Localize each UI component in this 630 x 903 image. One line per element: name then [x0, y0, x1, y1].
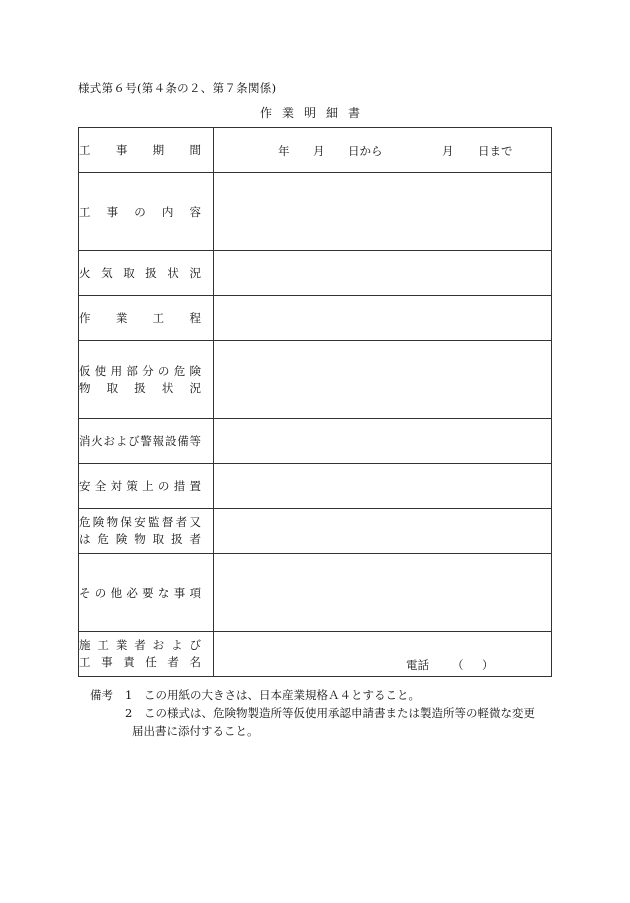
contractor-field[interactable] [214, 632, 552, 677]
table-row [79, 419, 552, 464]
row-label-work-period [79, 128, 214, 173]
row-label-text: 工事期間 [79, 143, 201, 157]
table-row [79, 464, 552, 509]
row-label-text: 工事の内容 [79, 204, 201, 219]
row-label-text: 施工業者および [79, 638, 201, 652]
row-label-contractor [79, 632, 214, 677]
work-details-table [78, 127, 552, 677]
month-to-unit: 月 [442, 144, 454, 158]
hazmat-supervisor-field[interactable] [214, 509, 552, 554]
temporary-use-hazmat-field[interactable] [214, 341, 552, 419]
row-label-text: 火気取扱状況 [79, 266, 201, 280]
row-label-work-content [79, 173, 214, 251]
fire-alarm-equipment-field[interactable] [214, 419, 552, 464]
note-text: この様式は、危険物製造所等仮使用承認申請書または製造所等の軽微な変更 [144, 706, 535, 720]
row-label-hazmat-supervisor [79, 509, 214, 554]
row-label-text: 消火および警報設備等 [79, 434, 201, 448]
row-label-text: 仮使用部分の危険 [79, 363, 201, 378]
table-row [79, 296, 552, 341]
row-label-work-process [79, 296, 214, 341]
row-label-text: は危険物取扱者 [79, 532, 201, 546]
table-row [79, 341, 552, 419]
row-label-text: 危険物保安監督者又 [79, 515, 201, 529]
note-number: 1 [125, 688, 133, 702]
phone-paren-close: ） [482, 658, 494, 672]
year-unit: 年 [278, 144, 290, 158]
note-text: この用紙の大きさは、日本産業規格Ａ４とすること。 [144, 688, 420, 702]
notes-heading: 備考 [90, 688, 113, 702]
other-matters-field[interactable] [214, 554, 552, 632]
safety-measures-field[interactable] [214, 464, 552, 509]
table-row [79, 251, 552, 296]
row-label-other-matters [79, 554, 214, 632]
row-label-text: 作業工程 [79, 311, 201, 325]
row-label-temporary-use-hazmat [79, 341, 214, 419]
row-label-text: 安全対策上の措置 [79, 479, 201, 493]
fire-handling-field[interactable] [214, 251, 552, 296]
work-content-field[interactable] [214, 173, 552, 251]
table-row [79, 554, 552, 632]
row-label-fire-alarm-equipment [79, 419, 214, 464]
note-text-continued: 届出書に添付すること。 [132, 724, 259, 738]
phone-label: 電話 [406, 658, 429, 672]
form-number: 様式第６号(第４条の２、第７条関係) [78, 81, 277, 95]
table-row [79, 632, 552, 677]
work-period-field[interactable] [214, 128, 552, 173]
row-label-text: 工事責任者名 [79, 655, 201, 669]
table-row [79, 173, 552, 251]
form-title: 作業明細書 [259, 106, 370, 120]
work-process-field[interactable] [214, 296, 552, 341]
row-label-fire-handling [79, 251, 214, 296]
table-row [79, 128, 552, 173]
row-label-safety-measures [79, 464, 214, 509]
phone-paren-open: （ [452, 658, 464, 672]
day-from-unit: 日から [348, 144, 383, 158]
row-label-text: その他必要な事項 [79, 585, 201, 600]
row-label-text: 物取扱状況 [79, 380, 201, 395]
day-to-unit: 日まで [478, 144, 513, 158]
note-number: 2 [125, 706, 133, 720]
table-row [79, 509, 552, 554]
month-from-unit: 月 [313, 144, 325, 158]
